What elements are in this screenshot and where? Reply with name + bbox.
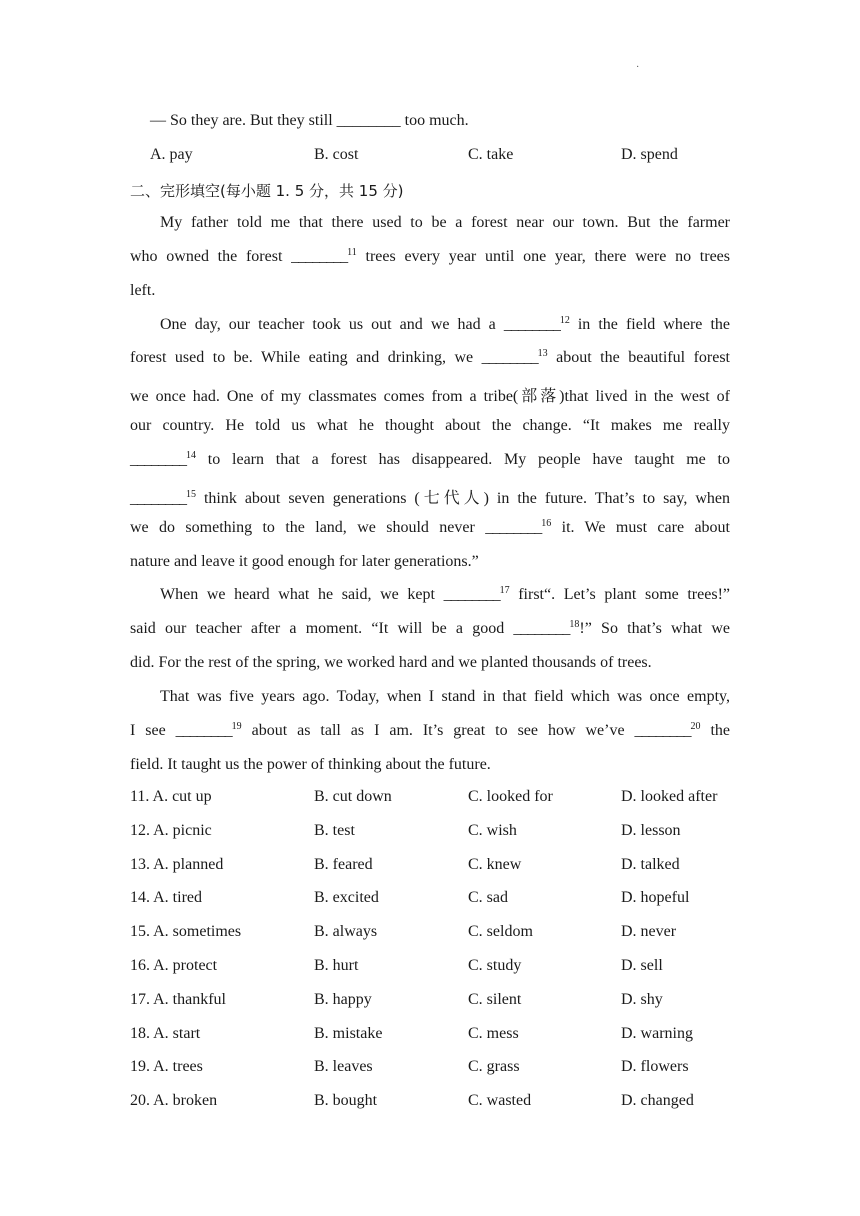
- passage-line: forest used to be. While eating and drinking, we ________$^{13}$ about the beautiful forest: [130, 348, 731, 367]
- question-option-c: C. sad: [468, 889, 508, 907]
- passage-line: we once had. One of my classmates comes from a tribe(部落)that lived in the west of: [130, 388, 730, 406]
- blank-number: 18: [569, 619, 580, 631]
- blank-number: 11: [347, 246, 357, 258]
- blank-11: ________: [291, 247, 348, 265]
- question-option-a: 11. A. cut up: [130, 788, 212, 805]
- question-option-c: C. seldom: [468, 923, 533, 941]
- prev-answer-line: — So they are. But they still ________ too much.: [150, 112, 469, 129]
- question-option-d: D. sell: [621, 957, 663, 974]
- question-option-d: D. changed: [621, 1092, 694, 1110]
- passage-line: did. For the rest of the spring, we worked hard and we planted thousands of trees.: [130, 654, 652, 672]
- passage-line: ________$^{14}$ to learn that a forest has disappeared. My people have taught me to: [130, 449, 730, 468]
- question-option-d: D. flowers: [621, 1058, 689, 1076]
- question-option-b: B. mistake: [314, 1024, 383, 1042]
- passage-line: One day, our teacher took us out and we had a ________$^{12}$ in the field where the: [160, 314, 730, 333]
- blank-number: 12: [559, 314, 570, 326]
- question-option-d: D. lesson: [621, 821, 681, 839]
- question-option-b: B. always: [314, 923, 378, 941]
- passage-line: My father told me that there used to be a forest near our town. But the farmer: [160, 214, 730, 231]
- question-option-d: D. warning: [621, 1024, 693, 1042]
- question-option-b: B. excited: [314, 889, 379, 907]
- question-option-a: 18. A. start: [130, 1024, 201, 1042]
- section-heading: 二、完形填空(每小题 1. 5 分，共 15 分): [130, 182, 404, 200]
- blank-number: 19: [231, 720, 242, 732]
- prev-option-a: A. pay: [150, 146, 193, 163]
- question-option-a: 16. A. protect: [130, 957, 218, 974]
- question-option-a: 19. A. trees: [130, 1058, 203, 1076]
- question-option-b: B. feared: [314, 855, 373, 873]
- question-option-d: D. hopeful: [621, 889, 690, 907]
- passage-line: When we heard what he said, we kept ________$^{17}$ first“. Let’s plant some trees!”: [160, 585, 730, 604]
- question-option-a: 14. A. tired: [130, 889, 202, 907]
- page-dot: ·: [636, 62, 640, 73]
- blank-15: ________: [130, 489, 186, 507]
- question-option-b: B. hurt: [314, 957, 359, 974]
- question-option-b: B. leaves: [314, 1058, 373, 1076]
- blank-number: 14: [186, 449, 196, 461]
- prev-option-b: B. cost: [314, 146, 359, 163]
- blank-13: ________: [481, 349, 538, 367]
- question-option-c: C. wish: [468, 821, 517, 839]
- blank-number: 16: [541, 517, 552, 529]
- blank-16: ________: [485, 518, 542, 536]
- question-option-a: 17. A. thankful: [130, 990, 226, 1008]
- passage-line: ________$^{15}$ think about seven generations (七代人) in the future. That’s to say, when: [130, 488, 730, 507]
- passage-line: said our teacher after a moment. “It will be a good ________$^{18}$!” So that’s what we: [130, 619, 731, 638]
- blank-number: 20: [690, 720, 701, 732]
- passage-line: field. It taught us the power of thinking about the future.: [130, 755, 491, 773]
- question-option-c: C. knew: [468, 855, 522, 873]
- blank-17: ________: [443, 586, 500, 604]
- passage-line: our country. He told us what he thought about the change. “It makes me really: [130, 417, 730, 435]
- prev-option-d: D. spend: [621, 146, 678, 163]
- question-option-c: C. looked for: [468, 788, 553, 805]
- blank-number: 13: [537, 348, 548, 360]
- question-option-c: C. study: [468, 957, 522, 974]
- blank-number: 15: [186, 488, 196, 500]
- question-option-c: C. silent: [468, 990, 522, 1008]
- question-option-a: 20. A. broken: [130, 1092, 218, 1110]
- question-option-c: C. mess: [468, 1024, 519, 1042]
- blank-19: ________: [175, 721, 232, 739]
- blank-18: ________: [513, 620, 570, 638]
- passage-line: we do something to the land, we should never ________$^{16}$ it. We must care about: [130, 517, 731, 536]
- question-option-d: D. looked after: [621, 788, 718, 805]
- passage-line: I see ________$^{19}$ about as tall as I am. It’s great to see how we’ve ________$^{20}$ the: [130, 720, 731, 739]
- passage-line: nature and leave it good enough for later generations.”: [130, 552, 479, 570]
- prev-option-c: C. take: [468, 146, 514, 163]
- question-option-b: B. bought: [314, 1092, 378, 1110]
- question-option-b: B. test: [314, 821, 355, 839]
- question-option-b: B. happy: [314, 990, 372, 1008]
- question-option-c: C. wasted: [468, 1092, 532, 1110]
- question-option-a: 15. A. sometimes: [130, 923, 242, 941]
- passage-line: That was five years ago. Today, when I stand in that field which was once empty,: [160, 687, 730, 705]
- question-option-d: D. talked: [621, 855, 680, 873]
- question-option-b: B. cut down: [314, 788, 392, 805]
- question-option-a: 13. A. planned: [130, 855, 224, 873]
- blank-14: ________: [130, 450, 186, 468]
- passage-line: who owned the forest ________$^{11}$ trees every year until one year, there were no trees: [130, 246, 731, 265]
- blank-number: 17: [499, 585, 510, 597]
- blank-12: ________: [503, 315, 560, 333]
- question-option-a: 12. A. picnic: [130, 821, 212, 839]
- blank-20: ________: [634, 721, 691, 739]
- question-option-d: D. shy: [621, 990, 663, 1008]
- passage-line: left.: [130, 281, 156, 299]
- question-option-d: D. never: [621, 923, 677, 941]
- question-option-c: C. grass: [468, 1058, 520, 1076]
